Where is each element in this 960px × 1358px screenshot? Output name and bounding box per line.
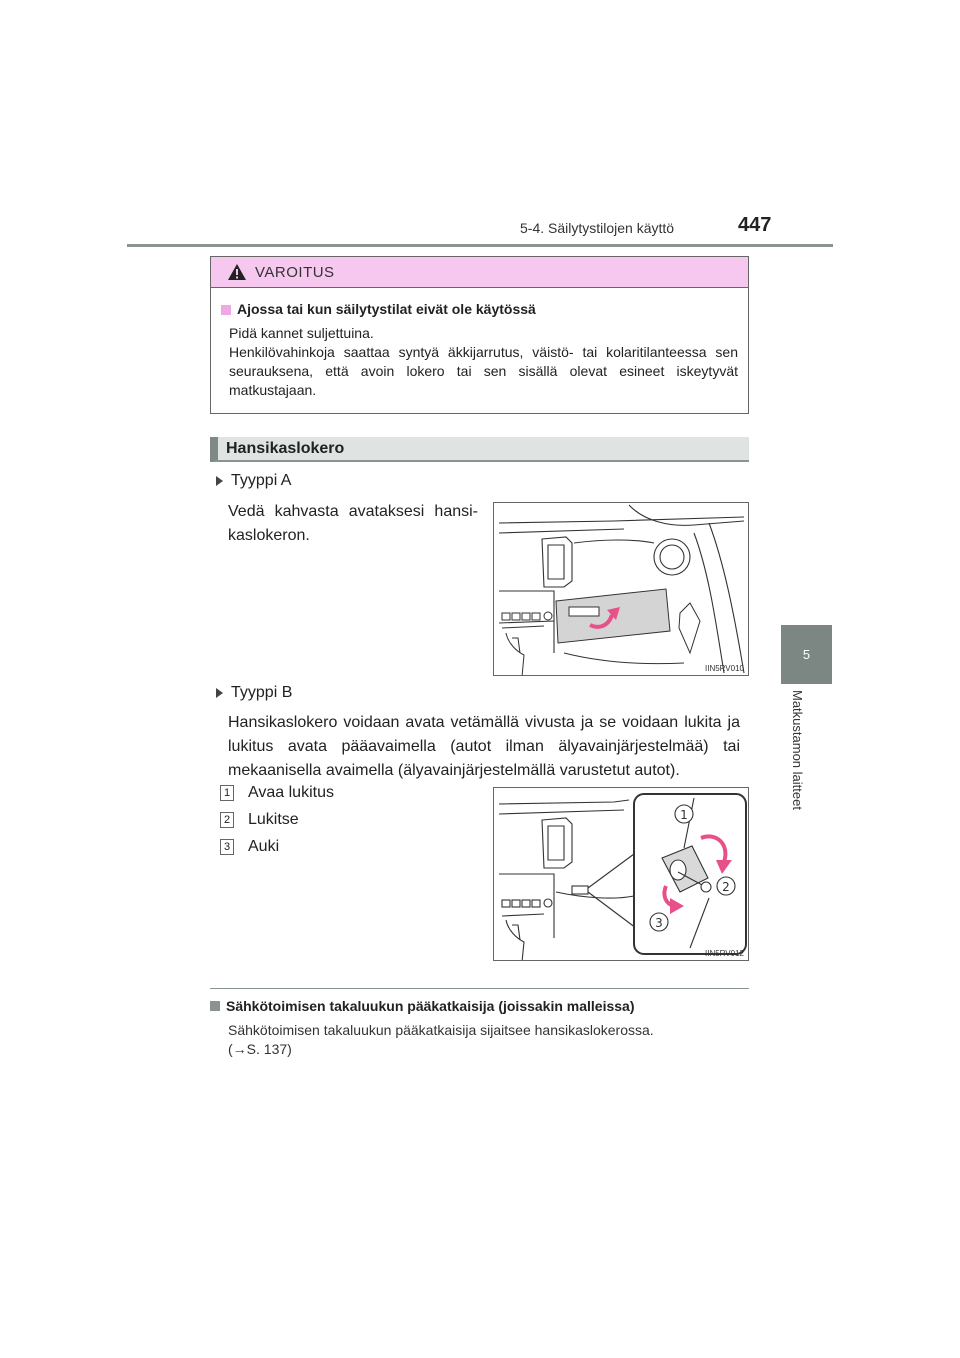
warning-text [221,324,738,400]
note-divider [210,988,749,989]
warning-subtitle [221,300,738,319]
note-title: Sähkötoimisen takaluukun pääkatkaisija (joissakin malleissa) [226,998,635,1014]
warning-body [211,288,748,400]
note-page-reference[interactable]: (→S. 137) [228,1041,292,1057]
warning-triangle-icon [227,263,247,281]
chapter-label-text: Matkustamon laitteet [790,690,805,810]
chapter-label [790,690,810,840]
note-heading [210,998,635,1014]
warning-line-1: Pidä kannet suljettuina. [229,325,374,341]
section-heading [210,437,749,462]
glovebox-type-a-illustration [493,502,749,676]
step-number-badge: 3 [220,839,234,855]
type-a-text: Vedä kahvasta avataksesi hansi-kaslokeron. [228,503,478,544]
section-title: Hansikaslokero [226,439,345,457]
step-item-2 [220,811,299,829]
type-b-text: Hansikaslokero voidaan avata vetämällä vivusta ja se voidaan lukita ja lukitus avata pääavaimella (autot ilman älyavainjärjestelmää) tai mekaanisella avaimella (älyavainjärjestelmällä varustetut autot). [228,714,740,779]
figure-code-b: IIN5RV012 [705,949,744,958]
warning-line-2: Henkilövahinkoja saattaa syntyä äkkijarrutus, väistö- tai kolaritilanteessa sen seurauksena, että avoin lokero tai sen sisällä olevat esineet iskeytyvät matkustajaan. [229,344,738,398]
step-label: Auki [248,838,280,855]
triangle-bullet-icon [216,476,223,486]
warning-header [211,257,748,288]
figure-code-a: IIN5RV010 [705,664,744,673]
note-body [228,1021,654,1059]
svg-text:1: 1 [680,808,688,822]
step-number-badge: 1 [220,785,234,801]
page-number: 447 [738,214,772,236]
square-bullet-icon [221,305,231,315]
step-label: Avaa lukitus [248,784,334,801]
step-number-badge: 2 [220,812,234,828]
header-divider [127,244,833,247]
warning-title: VAROITUS [255,263,335,281]
chapter-tab[interactable]: 5 [781,625,832,684]
svg-text:2: 2 [722,880,730,894]
dashboard-illustration-a [494,503,749,676]
step-item-1 [220,784,334,802]
square-bullet-icon [210,1001,220,1011]
svg-text:3: 3 [655,916,663,930]
warning-subtitle-text: Ajossa tai kun säilytystilat eivät ole käytössä [237,301,536,317]
triangle-bullet-icon [216,688,223,698]
step-item-3 [220,838,279,856]
running-header-section: 5-4. Säilytystilojen käyttö [520,220,675,236]
glovebox-type-b-illustration [493,787,749,961]
dashboard-illustration-b [494,788,749,961]
step-label: Lukitse [248,811,299,828]
type-b-label: Tyyppi B [231,684,293,701]
type-b-heading [216,684,292,702]
note-line-1: Sähkötoimisen takaluukun pääkatkaisija sijaitsee hansikaslokerossa. [228,1022,654,1038]
type-a-label: Tyyppi A [231,472,292,489]
warning-box [210,256,749,414]
type-a-heading [216,472,291,490]
